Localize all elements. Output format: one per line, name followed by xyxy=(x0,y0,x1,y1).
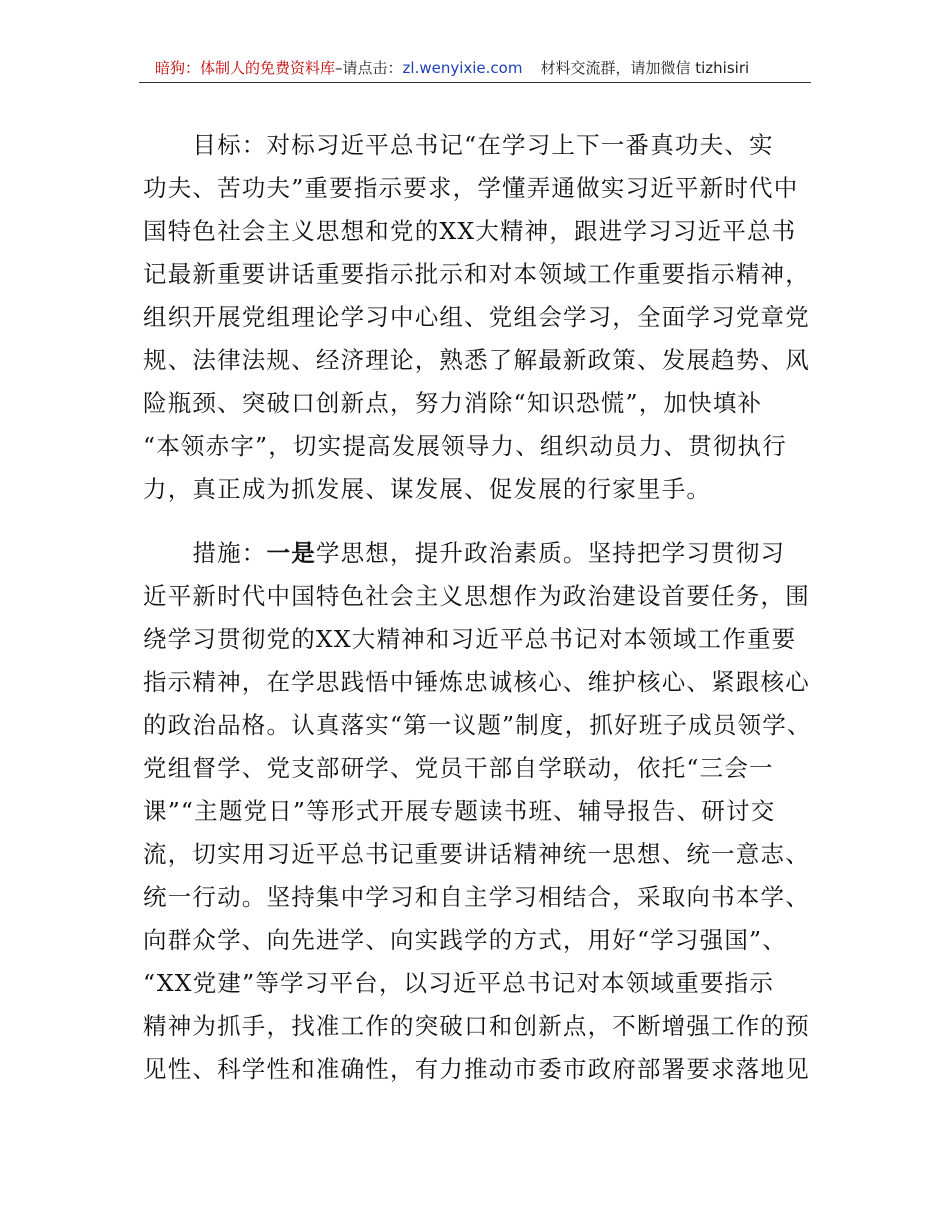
text-line: 记最新重要讲话重要指示批示和对本领域工作重要指示精神， xyxy=(143,260,810,288)
paragraph-measures xyxy=(143,532,812,1091)
text-line: 组织开展党组理论学习中心组、党组会学习，全面学习党章党 xyxy=(143,303,810,331)
text-line: “XX党建”等学习平台，以习近平总书记对本领域重要指示 xyxy=(143,969,775,997)
text-line: 的政治品格。认真落实“第一议题”制度，抓好班子成员领学、 xyxy=(143,711,812,739)
text-line: 课”“主题党日”等形式开展专题读书班、辅导报告、研讨交 xyxy=(143,797,776,825)
text-line: 见性、科学性和准确性，有力推动市委市政府部署要求落地见 xyxy=(143,1055,810,1083)
text-line: 力，真正成为抓发展、谋发展、促发展的行家里手。 xyxy=(143,475,712,503)
text-line: 流，切实用习近平总书记重要讲话精神统一思想、统一意志、 xyxy=(143,840,810,868)
text-line: 近平新时代中国特色社会主义思想作为政治建设首要任务，围 xyxy=(143,582,810,610)
text-line: 精神为抓手，找准工作的突破口和创新点，不断增强工作的预 xyxy=(143,1012,810,1040)
paragraph-goal xyxy=(143,124,810,511)
measures-first-line-rest: 学思想，提升政治素质。坚持把学习贯彻习 xyxy=(315,539,786,567)
text-line: 绕学习贯彻党的XX大精神和习近平总书记对本领域工作重要 xyxy=(143,625,797,653)
header-prompt: –请点击： xyxy=(335,59,403,77)
header-link[interactable]: zl.wenyixie.com xyxy=(402,59,523,77)
header-contact: 材料交流群，请加微信 tizhisiri xyxy=(540,59,750,77)
text-line xyxy=(143,532,807,575)
text-line: 向群众学、向先进学、向实践学的方式，用好“学习强国”、 xyxy=(143,926,787,954)
measures-emphasis: 一是 xyxy=(266,539,316,567)
text-line: 目标：对标习近平总书记“在学习上下一番真功夫、实 xyxy=(143,131,774,159)
text-line: 规、法律法规、经济理论，熟悉了解最新政策、发展趋势、风 xyxy=(143,346,810,374)
text-line: 统一行动。坚持集中学习和自主学习相结合，采取向书本学、 xyxy=(143,883,810,911)
document-body xyxy=(143,124,812,1091)
text-line: 指示精神，在学思践悟中锤炼忠诚核心、维护核心、紧跟核心 xyxy=(143,668,810,696)
text-line: “本领赤字”，切实提高发展领导力、组织动员力、贯彻执行 xyxy=(143,432,787,460)
measures-label: 措施： xyxy=(143,539,267,567)
page-header xyxy=(139,56,811,83)
text-line: 险瓶颈、突破口创新点，努力消除“知识恐慌”，加快填补 xyxy=(143,389,763,417)
text-line: 功夫、苦功夫”重要指示要求，学懂弄通做实习近平新时代中 xyxy=(143,174,799,202)
header-brand: 暗狗：体制人的免费资料库 xyxy=(155,59,336,77)
text-line: 国特色社会主义思想和党的XX大精神，跟进学习习近平总书 xyxy=(143,217,797,245)
text-line: 党组督学、党支部研学、党员干部自学联动，依托“三会一 xyxy=(143,754,774,782)
